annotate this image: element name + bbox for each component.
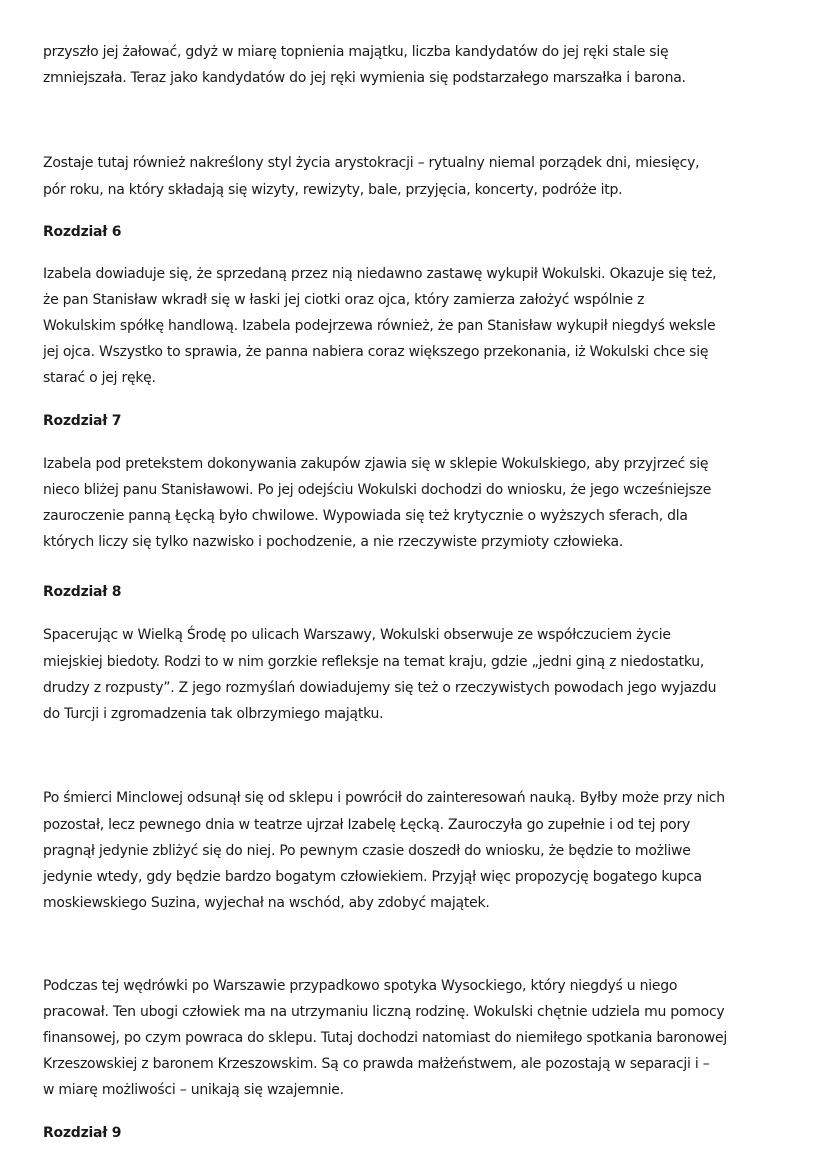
text-line: pór roku, na który składają się wizyty, rewizyty, bale, przyjęcia, koncerty, podróże itp. bbox=[43, 182, 623, 198]
chapter-7-heading: Rozdział 7 bbox=[43, 413, 122, 429]
text-line: Spacerując w Wielką Środę po ulicach Warszawy, Wokulski obserwuje ze współczuciem życie bbox=[43, 627, 671, 643]
text-line: nieco bliżej panu Stanisławowi. Po jej odejściu Wokulski dochodzi do wniosku, że jego wcześniejsze bbox=[43, 482, 712, 498]
text-line: przyszło jej żałować, gdyż w miarę topnienia majątku, liczba kandydatów do jej ręki stale się bbox=[43, 44, 669, 60]
text-line: drudzy z rozpusty”. Z jego rozmyślań dowiadujemy się też o rzeczywistych powodach jego wyjazdu bbox=[43, 680, 717, 696]
text-line: których liczy się tylko nazwisko i pochodzenie, a nie rzeczywiste przymioty człowieka. bbox=[43, 534, 624, 550]
text-line: jedynie wtedy, gdy będzie bardzo bogatym człowiekiem. Przyjął więc propozycję bogatego kupca bbox=[43, 869, 702, 885]
text-line: starać o jej rękę. bbox=[43, 370, 156, 386]
text-line: że pan Stanisław wkradł się w łaski jej ciotki oraz ojca, który zamierza założyć wspólnie z bbox=[43, 292, 645, 308]
text-line: Zostaje tutaj również nakreślony styl życia arystokracji – rytualny niemal porządek dni, miesięcy, bbox=[43, 155, 700, 171]
text-line: Izabela dowiaduje się, że sprzedaną przez nią niedawno zastawę wykupił Wokulski. Okazuje się też, bbox=[43, 266, 717, 282]
text-line: w miarę możliwości – unikają się wzajemnie. bbox=[43, 1082, 344, 1098]
text-line: Podczas tej wędrówki po Warszawie przypadkowo spotyka Wysockiego, który niegdyś u niego bbox=[43, 978, 678, 994]
text-line: moskiewskiego Suzina, wyjechał na wschód, aby zdobyć majątek. bbox=[43, 895, 490, 911]
text-line: pozostał, lecz pewnego dnia w teatrze ujrzał Izabelę Łęcką. Zauroczyła go zupełnie i od tej pory bbox=[43, 817, 691, 833]
text-line: do Turcji i zgromadzenia tak olbrzymiego majątku. bbox=[43, 706, 384, 722]
text-line: pragnął jedynie zbliżyć się do niej. Po pewnym czasie doszedł do wniosku, że będzie to możliwe bbox=[43, 843, 691, 859]
text-line: Wokulskim spółkę handlową. Izabela podejrzewa również, że pan Stanisław wykupił niegdyś weksle bbox=[43, 318, 716, 334]
chapter-9-heading: Rozdział 9 bbox=[43, 1125, 122, 1141]
text-line: miejskiej biedoty. Rodzi to w nim gorzkie refleksje na temat kraju, gdzie „jedni giną z niedostatku, bbox=[43, 654, 705, 670]
chapter-8-heading: Rozdział 8 bbox=[43, 584, 122, 600]
text-line: Krzeszowskiej z baronem Krzeszowskim. Są co prawda małżeństwem, ale pozostają w separacji i – bbox=[43, 1056, 710, 1072]
text-line: zauroczenie panną Łęcką było chwilowe. Wypowiada się też krytycznie o wyższych sferach, dla bbox=[43, 508, 688, 524]
text-line: pracował. Ten ubogi człowiek ma na utrzymaniu liczną rodzinę. Wokulski chętnie udziela mu pomocy bbox=[43, 1004, 725, 1020]
document-page bbox=[43, 0, 788, 1170]
text-line: jej ojca. Wszystko to sprawia, że panna nabiera coraz większego przekonania, iż Wokulski chce się bbox=[43, 344, 709, 360]
text-line: zmniejszała. Teraz jako kandydatów do jej ręki wymienia się podstarzałego marszałka i barona. bbox=[43, 70, 686, 86]
text-line: Po śmierci Minclowej odsunął się od sklepu i powrócił do zainteresowań nauką. Byłby może przy nich bbox=[43, 790, 725, 806]
text-line: Izabela pod pretekstem dokonywania zakupów zjawia się w sklepie Wokulskiego, aby przyjrzeć się bbox=[43, 456, 709, 472]
text-line: finansowej, po czym powraca do sklepu. Tutaj dochodzi natomiast do niemiłego spotkania baronowej bbox=[43, 1030, 727, 1046]
chapter-6-heading: Rozdział 6 bbox=[43, 224, 122, 240]
